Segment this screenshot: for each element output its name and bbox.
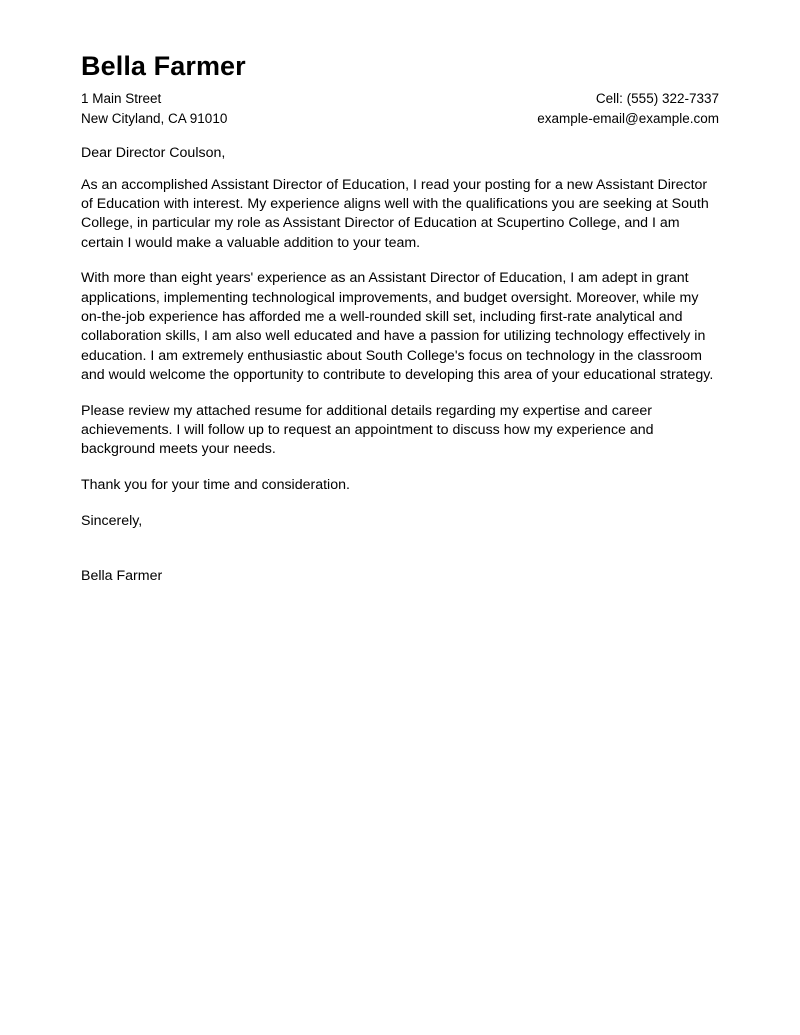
- paragraph-thanks: Thank you for your time and consideration.: [81, 477, 350, 494]
- phone-number: Cell: (555) 322-7337: [595, 91, 719, 106]
- email-address: example-email@example.com: [537, 111, 719, 126]
- signature: Bella Farmer: [81, 568, 163, 585]
- address-line-2: New Cityland, CA 91010: [81, 111, 228, 126]
- paragraph-experience: With more than eight years' experience as an Assistant Director of Education, I am adept in grant applications, implementing technological improvements, and budget oversight. Moreover, while my on-the-job experience has afforded me a well-rounded skill set, including first-rate analytical and collaboration skills, I am also well educated and have a passion for utilizing technology effectively in education. I am extremely enthusiastic about South College's focus on technology in the classroom and would welcome the opportunity to contribute to developing this area of your educational strategy.: [81, 270, 714, 383]
- paragraph-follow-up: Please review my attached resume for additional details regarding my expertise and career achievements. I will follow up to request an appointment to discuss how my experience and background meets your needs.: [81, 402, 654, 458]
- contact-row-2: [81, 110, 719, 128]
- contact-row-1: [81, 90, 719, 108]
- paragraph-intro: As an accomplished Assistant Director of Education, I read your posting for a new Assistant Director of Education with interest. My experience aligns well with the qualifications you are seeking at South College, in particular my role as Assistant Director of Education at Scupertino College, and I am certain I would make a valuable addition to your team.: [81, 176, 709, 251]
- address-line-1: 1 Main Street: [81, 91, 162, 106]
- applicant-name: Bella Farmer: [81, 51, 246, 81]
- letter-body: [81, 144, 721, 603]
- salutation: Dear Director Coulson,: [81, 145, 226, 161]
- closing: Sincerely,: [81, 512, 143, 529]
